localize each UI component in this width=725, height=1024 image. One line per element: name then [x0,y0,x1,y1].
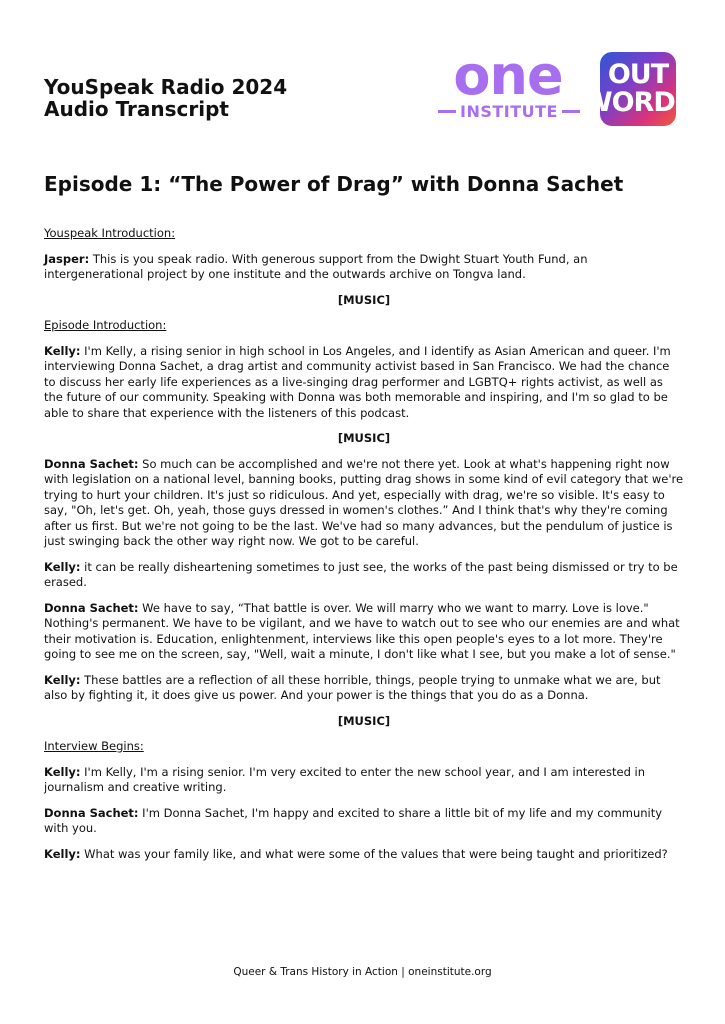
transcript-paragraph [44,344,684,422]
outwords-logo [582,52,694,126]
header-title-line-1: YouSpeak Radio 2024 [44,75,288,99]
speech-text: We have to say, “That battle is over. We will marry who we want to marry. Love is love." Nothing's permanent. We have to be vigilant, and we have to watch out to see who our enemies are and what their motivation is. Education, enlightenment, interviews like this open people's eyes to a lot more. They're going to see me on the screen, say, "Well, wait a minute, I don't like what I see, but you make a lot of sense." [44,600,680,661]
transcript-paragraph [44,806,684,837]
speaker-name: Donna Sachet: [44,456,139,471]
speaker-name: Kelly: [44,846,81,861]
logo-bar-right [562,110,580,113]
music-cue: [MUSIC] [337,431,391,445]
one-logo-word: one [453,44,563,107]
episode-title: Episode 1: “The Power of Drag” with Donna Sachet [44,172,624,196]
transcript-paragraph [44,457,684,550]
speech-text: I'm Kelly, I'm a rising senior. I'm very excited to enter the new school year, and I am interested in journalism and creative writing. [44,764,646,794]
speaker-name: Jasper: [44,251,90,266]
section-label-youspeak-intro: Youspeak Introduction: [44,226,176,240]
speech-text: I'm Donna Sachet, I'm happy and excited to share a little bit of my life and my community with you. [44,805,663,835]
page-footer: Queer & Trans History in Action | oneinstitute.org [233,966,492,978]
speech-text: These battles are a reflection of all these horrible, things, people trying to unmake what we are, but also by fighting it, it does give us power. And your power is the things that you do as a Donna. [44,672,661,702]
music-cue: [MUSIC] [337,713,391,728]
speech-text: I'm Kelly, a rising senior in high school in Los Angeles, and I identify as Asian American and queer. I'm interviewing Donna Sachet, a drag artist and community activist based in San Francisco. We had the chance to discuss her early life experiences as a live-singing drag performer and LGBTQ+ rights activist, as well as the future of our community. Speaking with Donna was both memorable and inspiring, and I'm so glad to be able to share that experience with the listeners of this podcast. [44,343,671,420]
institute-logo-word: INSTITUTE [460,101,558,121]
section-label-interview-begins: Interview Begins: [44,739,144,753]
speaker-name: Kelly: [44,672,81,687]
transcript-paragraph [44,765,684,796]
transcript-paragraph [44,252,684,283]
music-cue: [MUSIC] [337,292,391,307]
transcript-paragraph [44,560,684,591]
logo-bar-left [438,110,456,113]
section-label-episode-intro: Episode Introduction: [44,318,167,332]
transcript-paragraph [44,673,684,704]
speech-text: This is you speak radio. With generous support from the Dwight Stuart Youth Fund, an intergenerational project by one institute and the outwards archive on Tongva land. [44,251,588,281]
document-header [44,76,287,120]
outwords-logo-line-2: WORDS [582,87,694,118]
transcript-paragraph [44,847,684,863]
speaker-name: Donna Sachet: [44,600,139,615]
speech-text: What was your family like, and what were some of the values that were being taught and prioritized? [80,846,668,861]
header-title-line-2: Audio Transcript [44,97,229,121]
one-institute-logo [426,44,590,124]
speaker-name: Kelly: [44,343,81,358]
outwords-logo-line-1: OUT [607,59,669,90]
transcript-paragraph [44,601,684,663]
institute-bar [434,99,584,123]
speaker-name: Kelly: [44,764,81,779]
speaker-name: Kelly: [44,559,81,574]
speech-text: So much can be accomplished and we're not there yet. Look at what's happening right now with legislation on a national level, banning books, putting drag shows in some kind of evil category that we're trying to hurt your children. It's just so ridiculous. And yet, especially with drag, we're so visible. It's easy to say, "Oh, let's get. Oh, yeah, those guys dressed in women's clothes.” And I think that's why they're coming after us first. But we're not going to be the last. We've had so many advances, but the pendulum of justice is just swinging back the other way right now. We got to be careful. [44,456,684,548]
transcript-body [44,226,684,872]
speaker-name: Donna Sachet: [44,805,139,820]
speech-text: it can be really disheartening sometimes to just see, the works of the past being dismissed or try to be erased. [44,559,678,589]
